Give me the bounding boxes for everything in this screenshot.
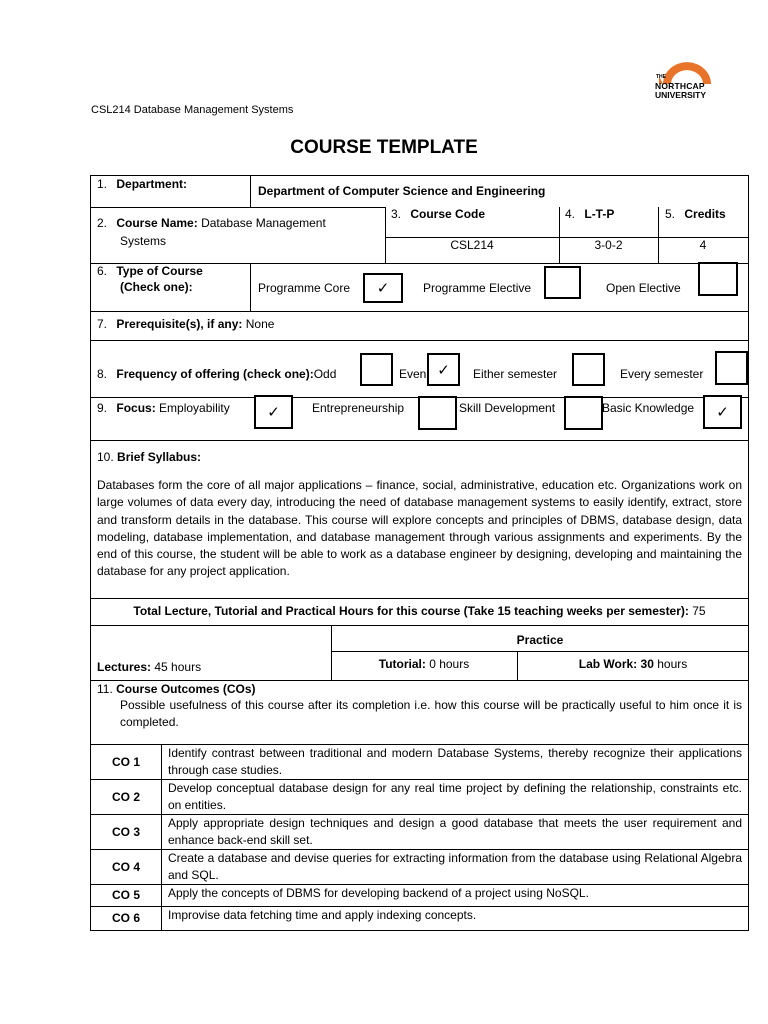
co-code: CO 5 <box>111 888 140 902</box>
outcomes-header <box>97 682 256 696</box>
focus-row <box>97 401 230 415</box>
credits-label: Credits <box>684 207 726 221</box>
lectures-cell <box>97 660 201 674</box>
co-text: Improvise data fetching time and apply indexing concepts. <box>168 908 477 922</box>
syllabus-label: Brief Syllabus: <box>117 450 202 464</box>
frequency-option-even: Even <box>399 367 427 381</box>
logo-text-northcap: NORTHCAP <box>655 81 705 91</box>
check-mark-icon: ✓ <box>437 362 450 379</box>
co-code: CO 3 <box>111 825 140 839</box>
type-of-course-num: 6. <box>97 264 108 278</box>
type-of-course-label-block <box>97 263 203 295</box>
co-code: CO 6 <box>111 911 140 925</box>
ltp-num: 4. <box>565 207 576 221</box>
ltp-value: 3-0-2 <box>594 238 623 252</box>
check-mark-icon: ✓ <box>267 404 280 421</box>
syllabus-num: 10. <box>97 450 114 464</box>
syllabus-header <box>97 450 201 464</box>
co-code: CO 1 <box>111 755 140 769</box>
frequency-option-odd: Odd <box>313 367 337 381</box>
course-name-row <box>97 214 377 250</box>
total-hours-label: Total Lecture, Tutorial and Practical Hours for this course (Take 15 teaching weeks per semester): <box>133 604 689 618</box>
focus-option-basic-knowledge: Basic Knowledge <box>602 401 695 415</box>
prerequisites-label: Prerequisite(s), if any: <box>116 317 243 331</box>
department-value: Department of Computer Science and Engineering <box>258 184 546 198</box>
frequency-option-every-semester: Every semester <box>620 367 704 381</box>
ltp-label: L-T-P <box>584 207 615 221</box>
outcomes-label: Course Outcomes (COs) <box>116 682 256 696</box>
lab-unit: hours <box>657 657 688 671</box>
course-code-num: 3. <box>391 207 402 221</box>
co-text: Develop conceptual database design for any real time project by defining the relationship, constraints etc. on entities. <box>168 781 742 812</box>
course-name-value-line2: Systems <box>120 234 167 248</box>
course-code-label: Course Code <box>410 207 486 221</box>
syllabus-text: Databases form the core of all major applications – finance, social, administrative, education etc. Organizations work on large volumes of data every day, introducing the need of database management systems to easily identify, extract, store and transform details in the database. This course will explore concepts and principles of DBMS, database design, data modeling, database implementation, and database management through various assignments and experiments. By the end of this course, the student will be able to work as a database engineer by designing, developing and maintaining the database for any project application. <box>97 478 742 579</box>
co-text: Create a database and devise queries for extracting information from the database using Relational Algebra and SQL. <box>168 851 742 882</box>
co-code: CO 4 <box>111 860 140 874</box>
credits-header <box>665 207 726 221</box>
course-code-header <box>391 207 485 221</box>
frequency-checkbox-odd[interactable] <box>360 353 393 386</box>
total-hours-value: 75 <box>692 604 706 618</box>
type-option-programme-core: Programme Core <box>258 281 351 295</box>
type-of-course-label: Type of Course <box>116 264 203 278</box>
outcomes-num: 11. <box>97 682 113 696</box>
type-checkbox-programme-core[interactable] <box>363 273 403 303</box>
course-code-value: CSL214 <box>450 238 494 252</box>
university-logo <box>655 62 717 104</box>
frequency-row <box>97 367 336 381</box>
frequency-checkbox-even[interactable] <box>427 353 460 386</box>
course-name-num: 2. <box>97 216 108 230</box>
lectures-label: Lectures: <box>97 660 152 674</box>
outcomes-intro: Possible usefulness of this course after its completion i.e. how this course will be practically useful to him once it is completed. <box>120 698 742 729</box>
focus-num: 9. <box>97 401 108 415</box>
focus-option-entrepreneurship: Entrepreneurship <box>312 401 405 415</box>
focus-checkbox-skill-development[interactable] <box>564 396 603 430</box>
ltp-header <box>565 207 614 221</box>
tutorial-value: 0 hours <box>429 657 470 671</box>
frequency-checkbox-every-semester[interactable] <box>715 351 748 385</box>
credits-value: 4 <box>699 238 707 252</box>
course-name-value: Database Management <box>201 216 326 230</box>
check-mark-icon: ✓ <box>376 280 390 297</box>
type-checkbox-programme-elective[interactable] <box>544 266 581 299</box>
course-name-label: Course Name: <box>116 216 198 230</box>
lab-value: 30 <box>640 657 654 671</box>
type-option-programme-elective: Programme Elective <box>423 281 532 295</box>
prerequisites-row <box>97 317 274 331</box>
frequency-option-either-semester: Either semester <box>473 367 558 381</box>
co-code: CO 2 <box>111 790 140 804</box>
lab-cell <box>517 657 749 671</box>
focus-option-skill-development: Skill Development <box>459 401 556 415</box>
header-course-line: CSL214 Database Management Systems <box>91 104 294 116</box>
department-row <box>97 177 187 191</box>
co-text: Apply the concepts of DBMS for developing backend of a project using NoSQL. <box>168 886 589 900</box>
type-checkbox-open-elective[interactable] <box>698 262 738 296</box>
co-text: Identify contrast between traditional and modern Database Systems, thereby recognize their applications through case studies. <box>168 746 742 777</box>
prerequisites-value: None <box>245 317 275 331</box>
focus-option-employability: Employability <box>159 401 230 415</box>
focus-label: Focus: <box>116 401 156 415</box>
credits-num: 5. <box>665 207 676 221</box>
focus-checkbox-basic-knowledge[interactable] <box>703 395 742 429</box>
lab-label: Lab Work: <box>578 657 638 671</box>
department-num: 1. <box>97 177 108 191</box>
page-title: COURSE TEMPLATE <box>290 137 478 158</box>
prerequisites-num: 7. <box>97 317 108 331</box>
logo-text-the: THE <box>656 74 666 80</box>
frequency-num: 8. <box>97 367 108 381</box>
co-text: Apply appropriate design techniques and design a good database that meets the user requirement and enhance back-end skill set. <box>168 816 742 847</box>
type-of-course-label-line2: (Check one): <box>120 280 193 294</box>
logo-text-university: UNIVERSITY <box>655 90 707 100</box>
frequency-checkbox-either-semester[interactable] <box>572 353 605 386</box>
lectures-value: 45 hours <box>154 660 202 674</box>
tutorial-label: Tutorial: <box>378 657 426 671</box>
total-hours-row <box>90 604 749 618</box>
practice-header: Practice <box>516 633 564 647</box>
focus-checkbox-employability[interactable] <box>254 395 293 429</box>
focus-checkbox-entrepreneurship[interactable] <box>418 396 457 430</box>
tutorial-cell <box>331 657 517 671</box>
department-label: Department: <box>116 177 188 191</box>
type-option-open-elective: Open Elective <box>606 281 681 295</box>
check-mark-icon: ✓ <box>716 404 729 421</box>
frequency-label: Frequency of offering (check one): <box>116 367 314 381</box>
